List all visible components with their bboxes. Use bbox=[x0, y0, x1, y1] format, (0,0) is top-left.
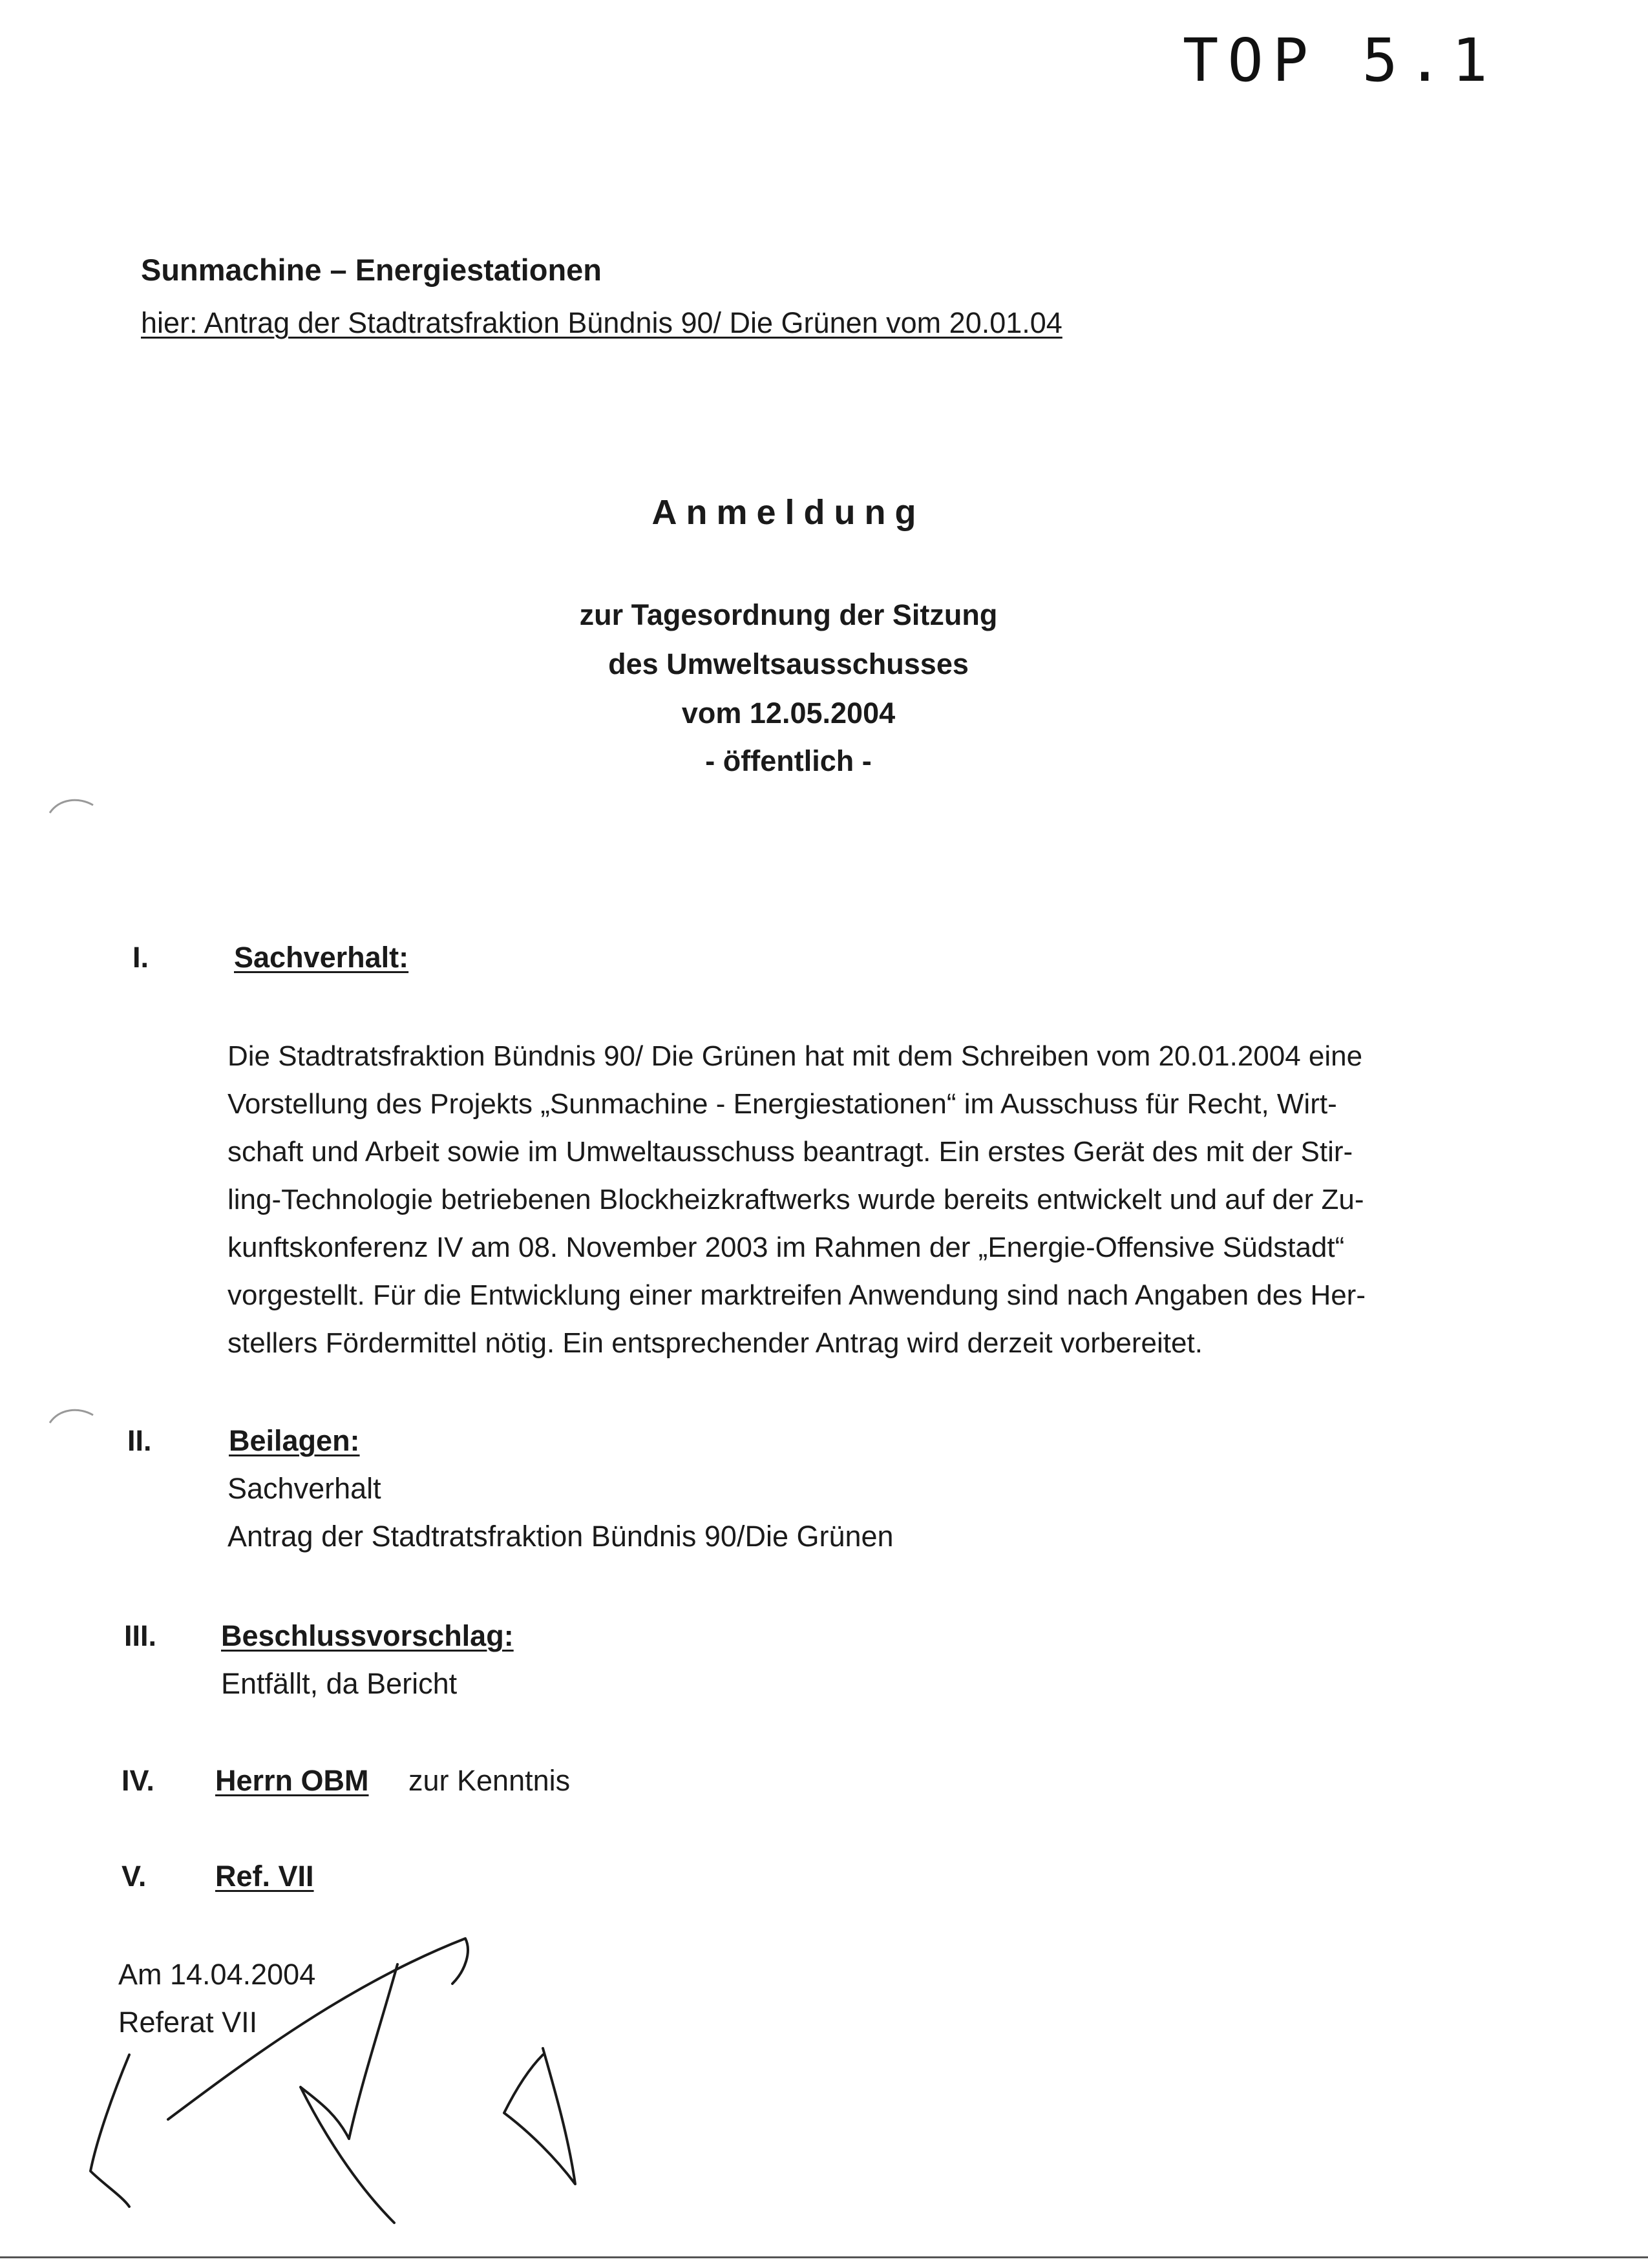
attachment-item: Sachverhalt bbox=[227, 1472, 381, 1505]
recipient-obm: Herrn OBM bbox=[215, 1764, 369, 1797]
section-title-sachverhalt: Sachverhalt: bbox=[234, 941, 409, 974]
footer-date: Am 14.04.2004 bbox=[118, 1958, 316, 1991]
scan-mark bbox=[47, 793, 98, 819]
paragraph-line: stellers Fördermittel nötig. Ein entsprechender Antrag wird derzeit vorbereitet. bbox=[227, 1327, 1203, 1359]
section-number-5: V. bbox=[121, 1860, 147, 1893]
section-title-beschlussvorschlag: Beschlussvorschlag: bbox=[221, 1619, 514, 1652]
paragraph-line: Vorstellung des Projekts „Sunmachine - Energiestationen“ im Ausschuss für Recht, Wirt- bbox=[227, 1088, 1337, 1120]
section-number-2: II. bbox=[127, 1424, 152, 1457]
paragraph-line: schaft und Arbeit sowie im Umweltausschuss beantragt. Ein erstes Gerät des mit der Stir- bbox=[227, 1136, 1353, 1168]
meeting-line-public: - öffentlich - bbox=[705, 744, 872, 777]
paragraph-line: vorgestellt. Für die Entwicklung einer marktreifen Anwendung sind nach Angaben des Her- bbox=[227, 1279, 1366, 1311]
decision-text: Entfällt, da Bericht bbox=[221, 1667, 458, 1700]
paragraph-line: ling-Technologie betriebenen Blockheizkraftwerks wurde bereits entwickelt und auf der Zu- bbox=[227, 1184, 1364, 1215]
handwritten-signature bbox=[78, 1926, 607, 2229]
section-title-beilagen: Beilagen: bbox=[229, 1424, 360, 1457]
sachverhalt-paragraph bbox=[227, 1033, 1417, 1367]
page-edge-line bbox=[0, 2256, 1648, 2258]
subject-subtitle: hier: Antrag der Stadtratsfraktion Bündnis 90/ Die Grünen vom 20.01.04 bbox=[141, 306, 1062, 339]
recipient-note: zur Kenntnis bbox=[408, 1764, 571, 1797]
paragraph-line: kunftskonferenz IV am 08. November 2003 im Rahmen der „Energie-Offensive Südstadt“ bbox=[227, 1232, 1345, 1263]
meeting-line-committee: des Umweltsausschusses bbox=[608, 647, 969, 680]
paragraph-line: Die Stadtratsfraktion Bündnis 90/ Die Grünen hat mit dem Schreiben vom 20.01.2004 eine bbox=[227, 1040, 1363, 1072]
meeting-line-agenda: zur Tagesordnung der Sitzung bbox=[579, 598, 998, 631]
meeting-line-date: vom 12.05.2004 bbox=[681, 697, 896, 730]
handwritten-top-mark: TOP 5.1 bbox=[1183, 26, 1497, 95]
subject-title: Sunmachine – Energiestationen bbox=[141, 253, 602, 287]
section-number-1: I. bbox=[132, 941, 149, 974]
attachment-item: Antrag der Stadtratsfraktion Bündnis 90/Die Grünen bbox=[227, 1520, 894, 1553]
footer-office: Referat VII bbox=[118, 2006, 258, 2039]
section-number-4: IV. bbox=[121, 1764, 154, 1797]
section-number-3: III. bbox=[124, 1619, 157, 1652]
recipient-ref: Ref. VII bbox=[215, 1860, 314, 1893]
scan-mark bbox=[47, 1403, 98, 1429]
document-heading: Anmeldung bbox=[651, 493, 925, 532]
